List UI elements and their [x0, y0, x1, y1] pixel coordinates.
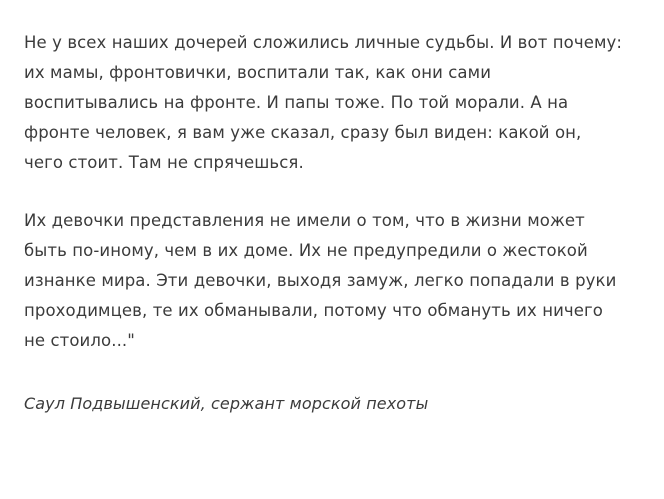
- paragraph-first: Не у всех наших дочерей сложились личные судьбы. И вот почему: их мамы, фронтовички, воспитали так, как они сами воспитывались на фронте. И папы тоже. По той морали. А на фронте человек, я вам уже сказал, сразу был виден: какой он, чего стоит. Там не спрячешься.: [24, 33, 623, 172]
- paragraph-second: Их девочки представления не имели о том, что в жизни может быть по-иному, чем в их доме. Их не предупредили о жестокой изнанке мира. Эти девочки, выходя замуж, легко попадали в руки проходимцев, те их обманывали, потому что обмануть их ничего не стоило...": [24, 211, 617, 350]
- author-signature: Саул Подвышенский, сержант морской пехоты: [24, 394, 429, 413]
